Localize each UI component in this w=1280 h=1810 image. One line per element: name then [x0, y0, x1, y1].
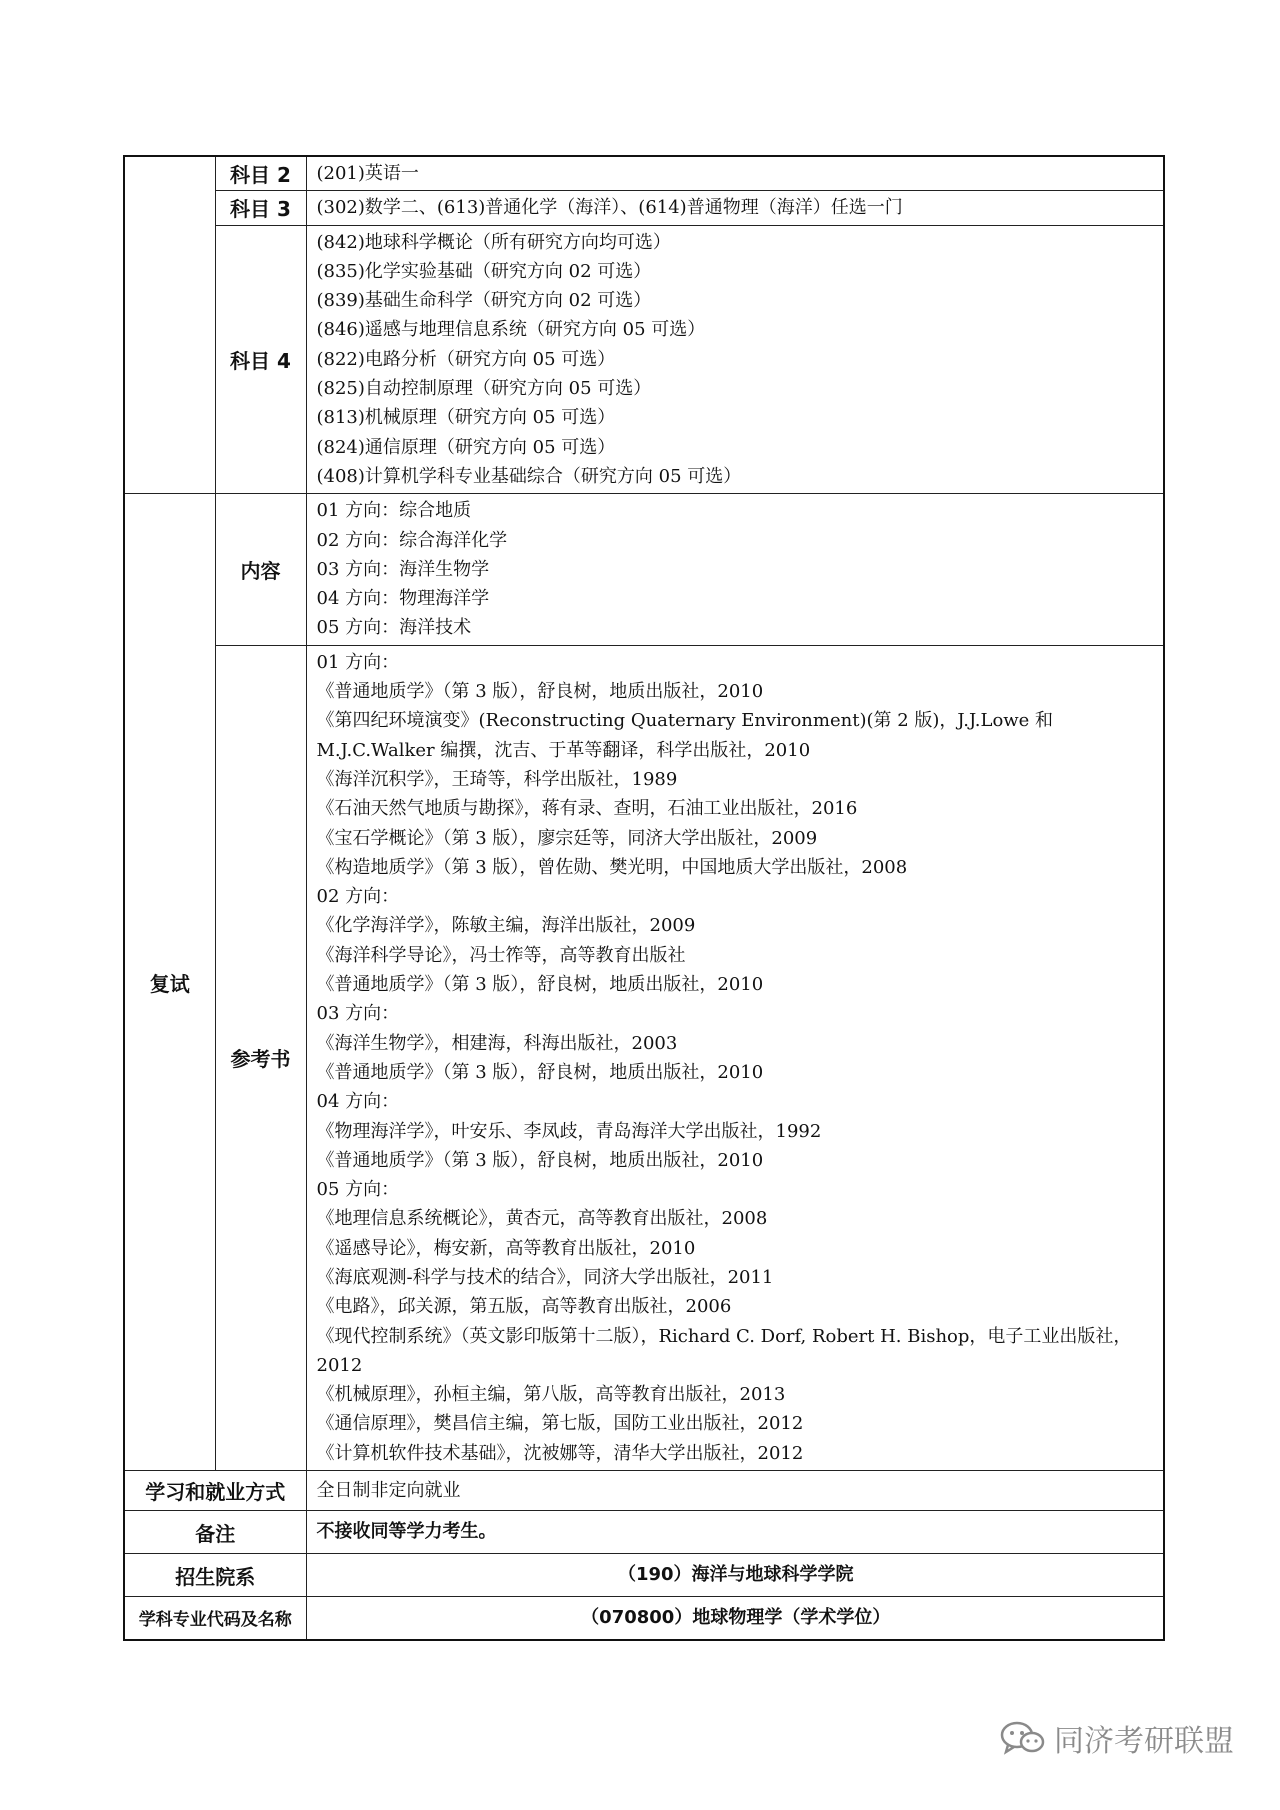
list-item: 02 方向：综合海洋化学 [316, 529, 508, 551]
list-item: (825)自动控制原理（研究方向 05 可选） [316, 378, 652, 400]
list-item: 《海洋沉积学》，王琦等，科学出版社，1989 [316, 768, 678, 790]
content-list [306, 494, 1164, 645]
list-item: (846)遥感与地理信息系统（研究方向 05 可选） [316, 319, 706, 341]
row-major [124, 1597, 1164, 1640]
list-item: 《宝石学概论》（第 3 版），廖宗廷等，同济大学出版社，2009 [316, 827, 818, 849]
row-subject3 [124, 191, 1164, 225]
list-item: 《地理信息系统概论》，黄杏元，高等教育出版社，2008 [316, 1208, 768, 1230]
list-item: 05 方向： [316, 1179, 400, 1201]
list-item: (842)地球科学概论（所有研究方向均可选） [316, 231, 671, 253]
list-item: 《海洋生物学》，相建海，科海出版社，2003 [316, 1032, 678, 1054]
row-subject4 [124, 225, 1164, 494]
list-item: (824)通信原理（研究方向 05 可选） [316, 436, 616, 458]
list-item: 《第四纪环境演变》(Reconstructing Quaternary Environment)(第 2 版)，J.J.Lowe 和 M.J.C.Walker 编撰，沈吉、于革等翻译，科学出版社，2010 [316, 710, 1054, 761]
list-item: 《构造地质学》（第 3 版），曾佐勋、樊光明，中国地质大学出版社，2008 [316, 856, 908, 878]
remark-label: 备注 [124, 1511, 306, 1554]
list-item: 《通信原理》，樊昌信主编，第七版，国防工业出版社，2012 [316, 1413, 804, 1435]
list-item: 《海底观测-科学与技术的结合》，同济大学出版社，2011 [316, 1266, 774, 1288]
row-department [124, 1554, 1164, 1597]
list-item: (408)计算机学科专业基础综合（研究方向 05 可选） [316, 465, 742, 487]
wechat-icon [1000, 1720, 1046, 1756]
list-item: 01 方向： [316, 651, 400, 673]
admission-table [123, 155, 1165, 1641]
list-item: (835)化学实验基础（研究方向 02 可选） [316, 260, 652, 282]
row-subject2 [124, 156, 1164, 191]
row-retest-content [124, 494, 1164, 645]
list-item: 《计算机软件技术基础》，沈被娜等，清华大学出版社，2012 [316, 1442, 804, 1464]
list-item: 04 方向： [316, 1091, 400, 1113]
subject2-value: (201)英语一 [306, 156, 1164, 191]
list-item: (822)电路分析（研究方向 05 可选） [316, 348, 616, 370]
list-item: 04 方向：物理海洋学 [316, 588, 490, 610]
list-item: 03 方向： [316, 1003, 400, 1025]
books-label: 参考书 [215, 645, 306, 1470]
study-value: 全日制非定向就业 [306, 1471, 1164, 1511]
list-item: 《现代控制系统》（英文影印版第十二版），Richard C. Dorf, Robert H. Bishop，电子工业出版社，2012 [316, 1325, 1132, 1376]
list-item: 《石油天然气地质与勘探》，蒋有录、查明，石油工业出版社，2016 [316, 798, 858, 820]
list-item: 《物理海洋学》，叶安乐、李凤歧，青岛海洋大学出版社，1992 [316, 1120, 822, 1142]
list-item: (839)基础生命科学（研究方向 02 可选） [316, 290, 652, 312]
subject3-label: 科目 3 [215, 191, 306, 225]
list-item: 《电路》，邱关源，第五版，高等教育出版社，2006 [316, 1296, 732, 1318]
row-remark [124, 1511, 1164, 1554]
watermark-text: 同济考研联盟 [1054, 1724, 1234, 1759]
retest-label: 复试 [124, 494, 215, 1471]
row-retest-books [124, 645, 1164, 1470]
subject4-list [306, 225, 1164, 494]
list-item: 《化学海洋学》，陈敏主编，海洋出版社，2009 [316, 915, 696, 937]
study-label: 学习和就业方式 [124, 1471, 306, 1511]
list-item: 《普通地质学》（第 3 版），舒良树，地质出版社，2010 [316, 1061, 764, 1083]
subject2-label: 科目 2 [215, 156, 306, 191]
content-label: 内容 [215, 494, 306, 645]
list-item: 《海洋科学导论》，冯士筰等，高等教育出版社 [316, 944, 686, 966]
subject3-value: (302)数学二、(613)普通化学（海洋）、(614)普通物理（海洋）任选一门 [306, 191, 1164, 225]
list-item: 《普通地质学》（第 3 版），舒良树，地质出版社，2010 [316, 974, 764, 996]
major-label: 学科专业代码及名称 [124, 1597, 306, 1640]
watermark [1000, 1718, 1234, 1758]
list-item: (813)机械原理（研究方向 05 可选） [316, 407, 616, 429]
subject4-label: 科目 4 [215, 225, 306, 494]
department-value: （190）海洋与地球科学学院 [306, 1554, 1164, 1597]
list-item: 《机械原理》，孙桓主编，第八版，高等教育出版社，2013 [316, 1384, 786, 1406]
list-item: 03 方向：海洋生物学 [316, 558, 490, 580]
list-item: 05 方向：海洋技术 [316, 617, 472, 639]
list-item: 01 方向：综合地质 [316, 500, 472, 522]
department-label: 招生院系 [124, 1554, 306, 1597]
remark-value: 不接收同等学力考生。 [306, 1511, 1164, 1554]
list-item: 《普通地质学》（第 3 版），舒良树，地质出版社，2010 [316, 681, 764, 703]
list-item: 《普通地质学》（第 3 版），舒良树，地质出版社，2010 [316, 1149, 764, 1171]
exam-group-cell [124, 156, 215, 494]
list-item: 《遥感导论》，梅安新，高等教育出版社，2010 [316, 1237, 696, 1259]
major-value: （070800）地球物理学（学术学位） [306, 1597, 1164, 1640]
list-item: 02 方向： [316, 886, 400, 908]
books-list [306, 645, 1164, 1470]
row-study-mode [124, 1471, 1164, 1511]
